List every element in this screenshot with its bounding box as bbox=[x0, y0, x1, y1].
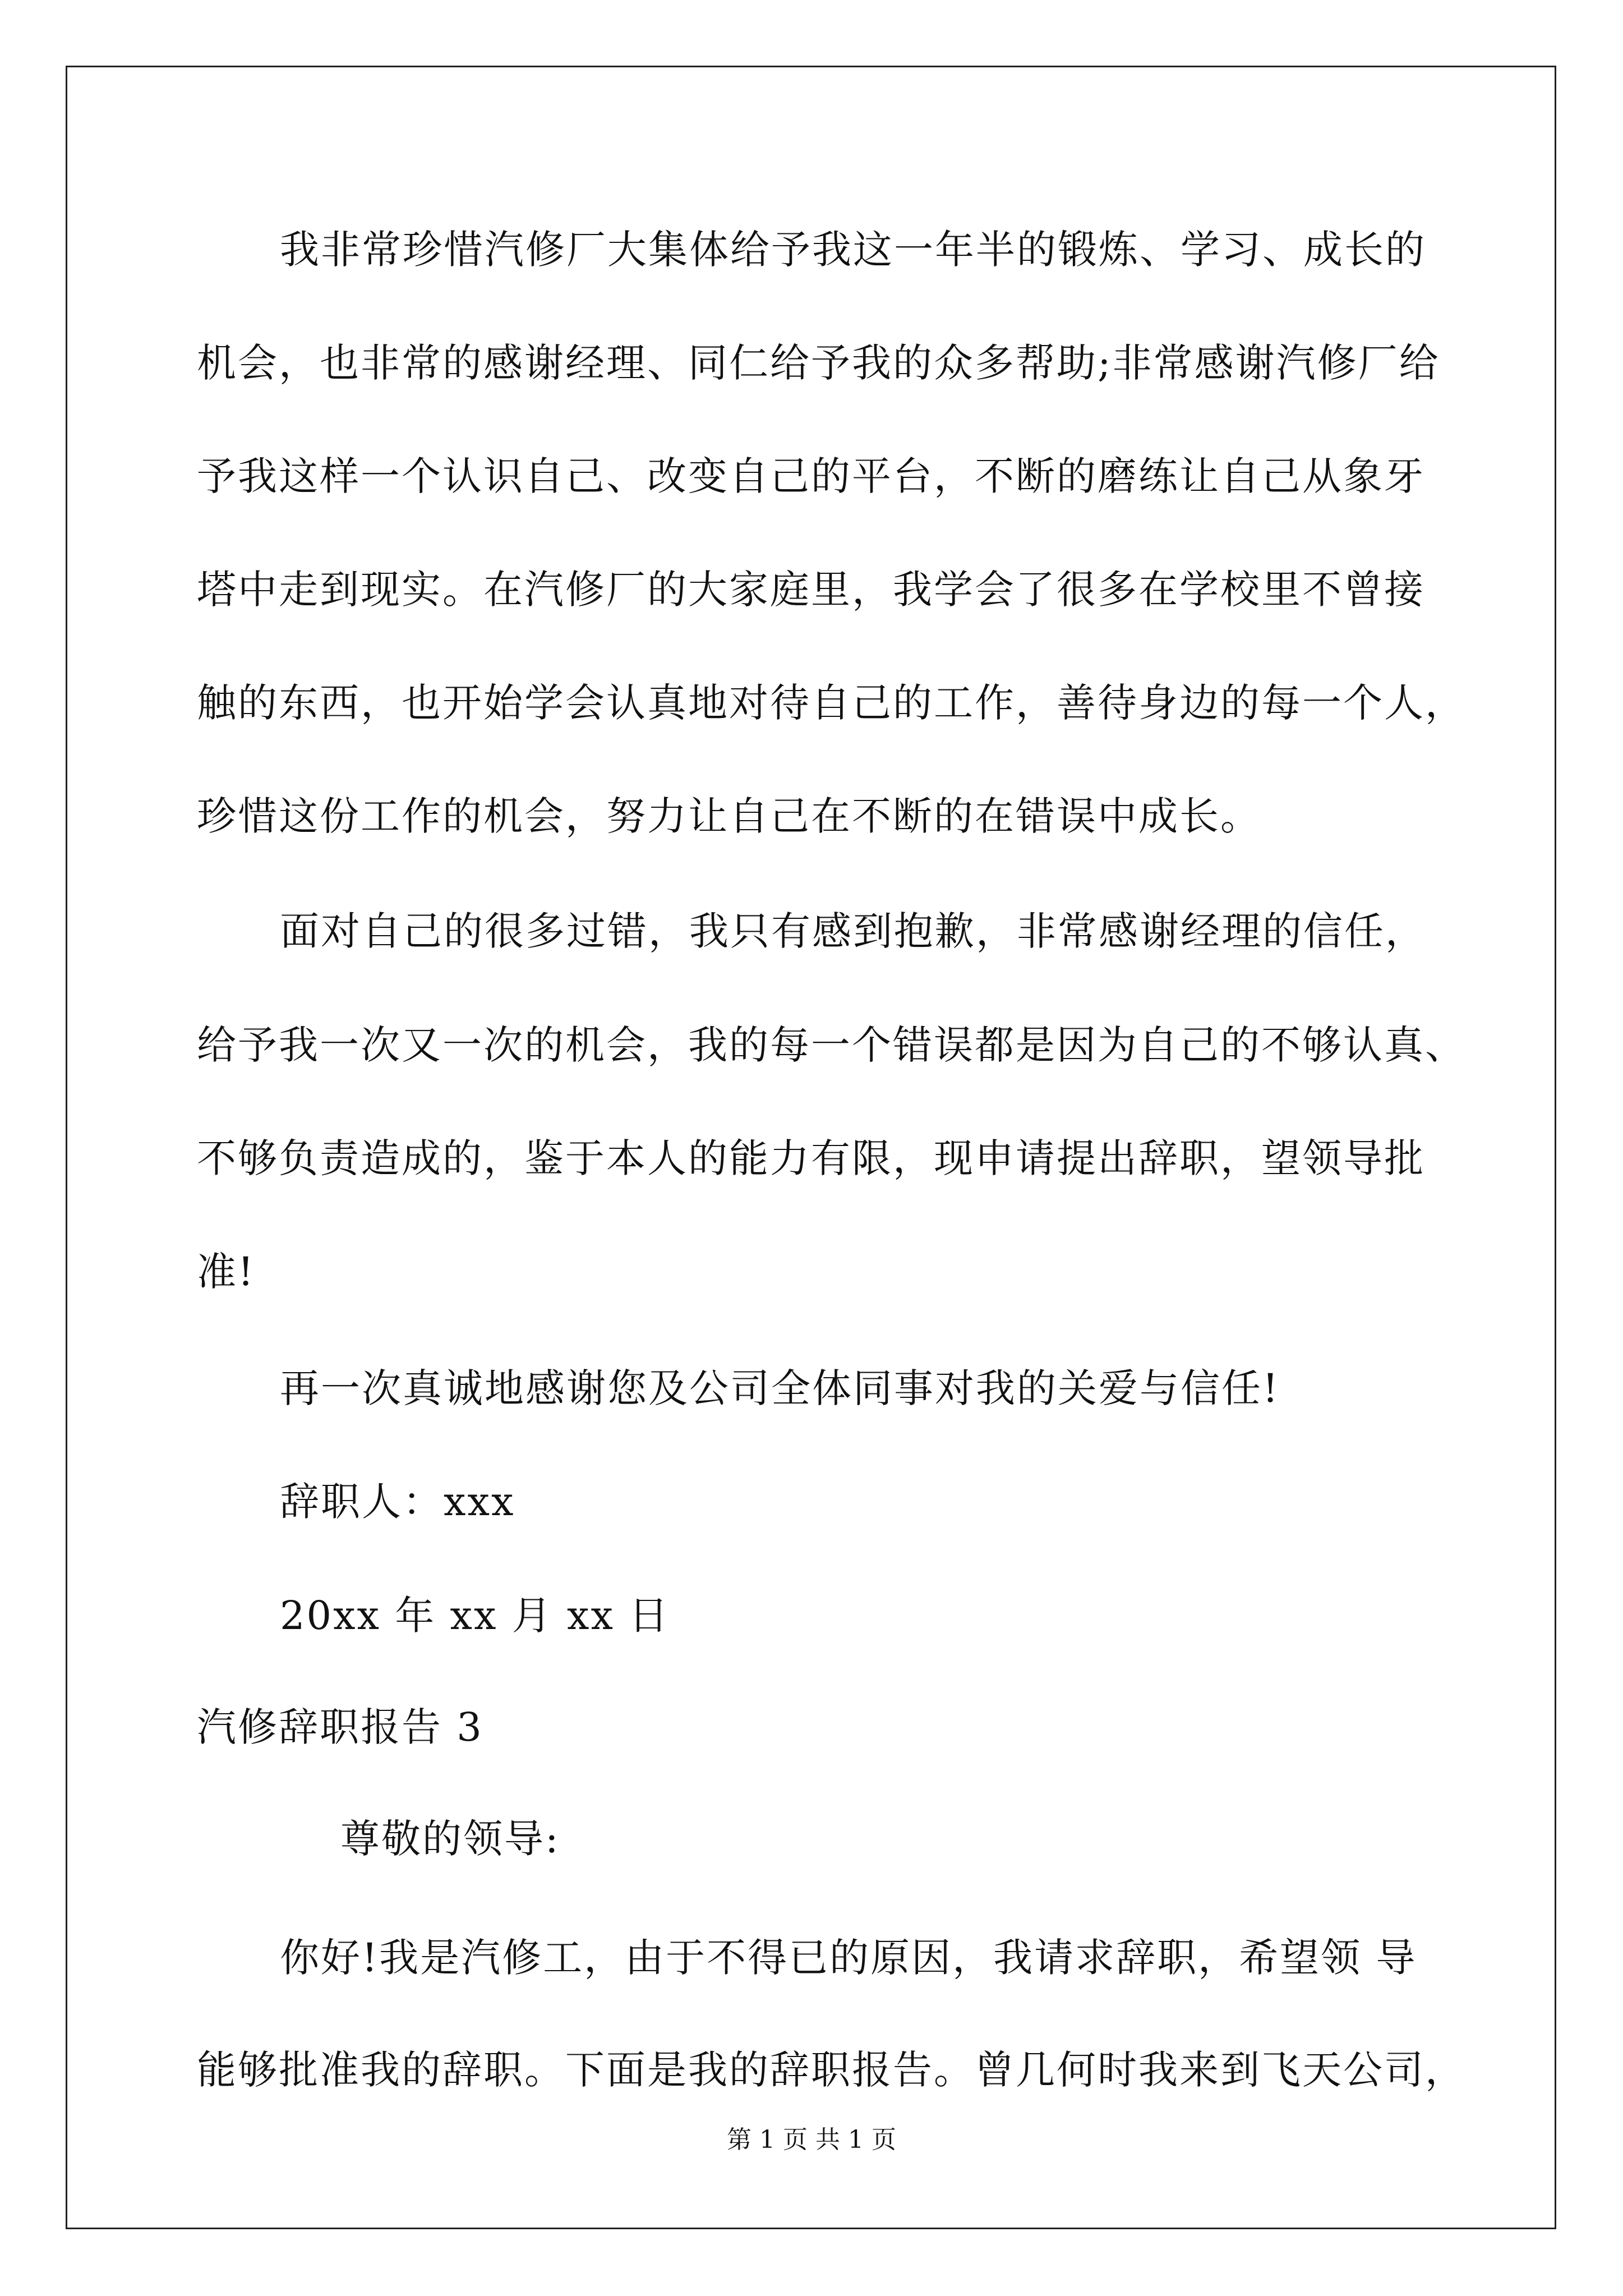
paragraph-2-line-2: 给予我一次又一次的机会，我的每一个错误都是因为自己的不够认真、 bbox=[197, 1022, 1466, 1068]
section-title: 汽修辞职报告 3 bbox=[197, 1704, 483, 1750]
paragraph-2-line-4: 准! bbox=[197, 1249, 256, 1295]
paragraph-1-line-1: 我非常珍惜汽修厂大集体给予我这一年半的锻炼、学习、成长的 bbox=[280, 227, 1426, 273]
paragraph-1-line-4: 塔中走到现实。在汽修厂的大家庭里，我学会了很多在学校里不曾接 bbox=[197, 567, 1425, 613]
date-line: 20xx 年 xx 月 xx 日 bbox=[280, 1593, 670, 1639]
paragraph-1-line-2: 机会，也非常的感谢经理、同仁给予我的众多帮助;非常感谢汽修厂给 bbox=[197, 340, 1440, 386]
paragraph-1-line-3: 予我这样一个认识自己、改变自己的平台，不断的磨练让自己从象牙 bbox=[197, 453, 1425, 499]
paragraph-2-line-3: 不够负责造成的，鉴于本人的能力有限，现申请提出辞职，望领导批 bbox=[197, 1135, 1425, 1181]
paragraph-1-line-6: 珍惜这份工作的机会，努力让自己在不断的在错误中成长。 bbox=[197, 793, 1261, 839]
salutation: 尊敬的领导: bbox=[340, 1816, 560, 1862]
paragraph-1-line-5: 触的东西，也开始学会认真地对待自己的工作，善待身边的每一个人， bbox=[197, 680, 1466, 726]
thanks-line: 再一次真诚地感谢您及公司全体同事对我的关爱与信任! bbox=[280, 1365, 1280, 1411]
paragraph-3-line-1: 你好!我是汽修工，由于不得已的原因，我请求辞职，希望领 导 bbox=[280, 1935, 1417, 1981]
signer-line: 辞职人：xxx bbox=[280, 1479, 515, 1525]
paragraph-3-line-2: 能够批准我的辞职。下面是我的辞职报告。曾几何时我来到飞天公司， bbox=[197, 2047, 1466, 2093]
page-footer: 第 1 页 共 1 页 bbox=[727, 2125, 896, 2154]
paragraph-2-line-1: 面对自己的很多过错，我只有感到抱歉，非常感谢经理的信任， bbox=[280, 908, 1426, 954]
